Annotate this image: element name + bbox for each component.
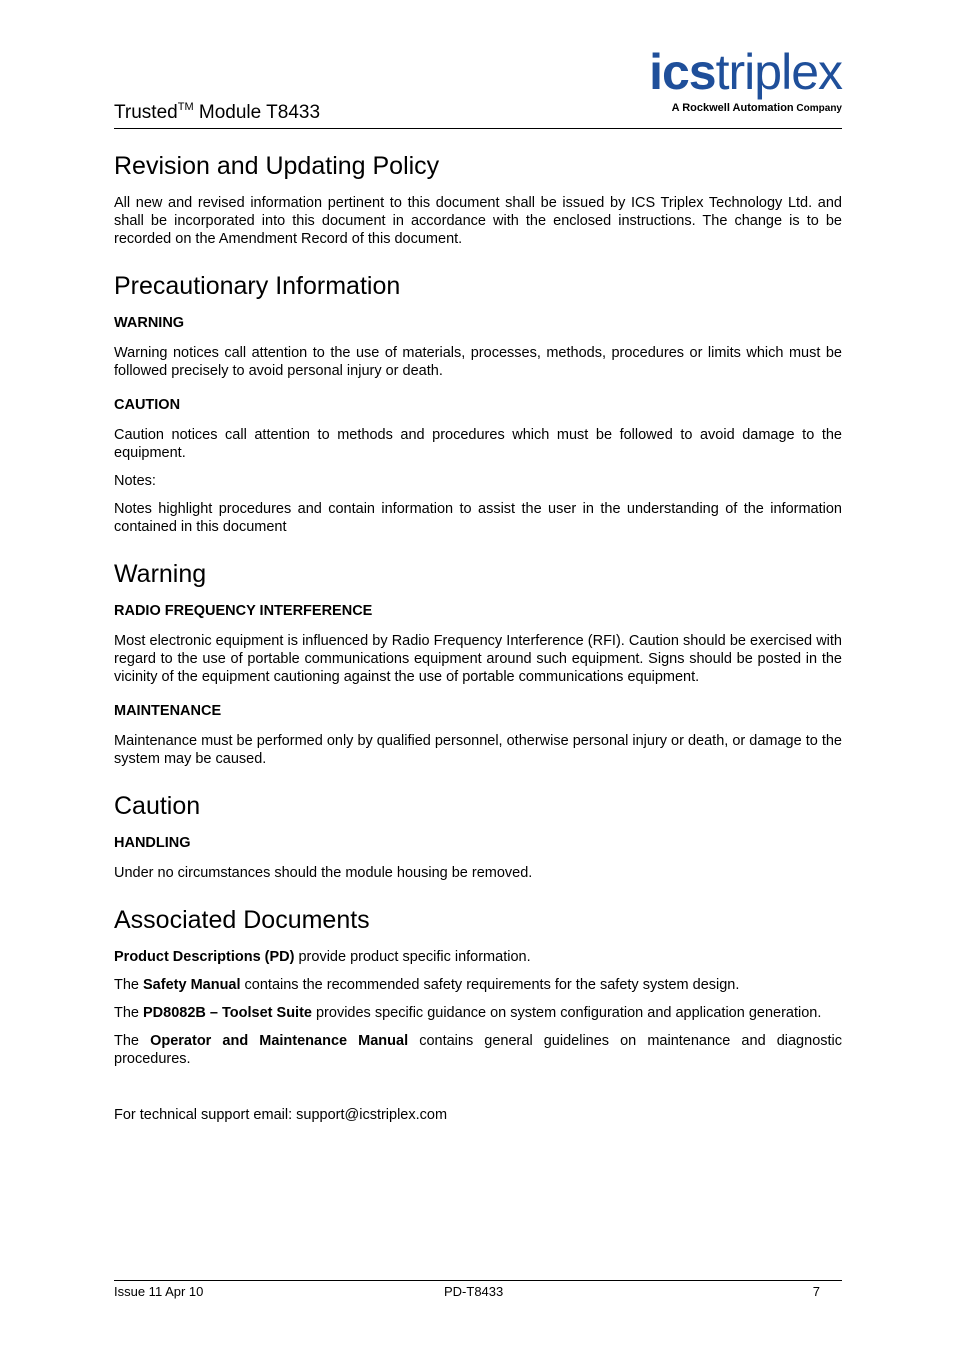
heading-caution: Caution xyxy=(114,792,201,820)
assoc-p4-pre: The xyxy=(114,1033,151,1049)
assoc-p2-pre: The xyxy=(114,977,144,993)
logo-triplex: triplex xyxy=(715,44,842,100)
heading-precautionary: Precautionary Information xyxy=(114,272,401,300)
caution-label: CAUTION xyxy=(114,397,181,413)
footer-doc-id: PD-T8433 xyxy=(444,1284,504,1299)
section-caution xyxy=(114,790,842,882)
section-warning xyxy=(114,558,842,768)
assoc-p3-rest: provides specific guidance on system configuration and application generation. xyxy=(311,1005,822,1021)
assoc-p2-bold: Safety Manual xyxy=(143,977,241,993)
title-prefix: Trusted xyxy=(114,102,178,123)
assoc-toolset-suite xyxy=(114,1004,842,1022)
assoc-p2-rest: contains the recommended safety requirements for the safety system design. xyxy=(240,977,740,993)
heading-warning: Warning xyxy=(114,560,207,588)
assoc-product-descriptions xyxy=(114,948,842,966)
handling-body: Under no circumstances should the module housing be removed. xyxy=(114,865,533,881)
revision-body: All new and revised information pertinent to this document shall be issued by ICS Triplex Technology Ltd. and shall be incorporated into this document in accordance with the enclosed instructions. The change is to be recorded on the Amendment Record of this document. xyxy=(114,195,842,247)
notes-body: Notes highlight procedures and contain information to assist the user in the understanding of the information contained in this document xyxy=(114,501,842,535)
assoc-p1-bold: Product Descriptions (PD) xyxy=(114,949,295,965)
footer-issue: Issue 11 Apr 10 xyxy=(114,1284,204,1299)
page-footer xyxy=(114,1280,842,1305)
document-body xyxy=(114,150,842,1134)
assoc-p3-bold: PD8082B – Toolset Suite xyxy=(143,1005,312,1021)
document-title xyxy=(114,101,320,124)
assoc-p4-bold: Operator and Maintenance Manual xyxy=(150,1033,409,1049)
logo-tagline-bold: A Rockwell Automation xyxy=(671,102,794,114)
footer-page-number: 7 xyxy=(812,1284,820,1299)
assoc-p3-pre: The xyxy=(114,1005,144,1021)
maintenance-body: Maintenance must be performed only by qualified personnel, otherwise personal injury or death, or damage to the system may be caused. xyxy=(114,733,842,767)
assoc-operator-manual xyxy=(114,1032,842,1068)
logo-ics: ics xyxy=(649,44,716,100)
warning-body: Warning notices call attention to the use of materials, processes, methods, procedures or limits which must be followed precisely to avoid personal injury or death. xyxy=(114,345,842,379)
section-revision xyxy=(114,150,842,248)
support-email-text: For technical support email: support@icstriplex.com xyxy=(114,1107,448,1123)
assoc-p1-rest: provide product specific information. xyxy=(294,949,531,965)
company-logo xyxy=(610,44,842,118)
maintenance-label: MAINTENANCE xyxy=(114,703,222,719)
notes-label: Notes: xyxy=(114,473,156,489)
heading-revision: Revision and Updating Policy xyxy=(114,152,440,180)
handling-label: HANDLING xyxy=(114,835,191,851)
rfi-label: RADIO FREQUENCY INTERFERENCE xyxy=(114,603,373,619)
assoc-p4-rest: contains general guidelines on maintenance and diagnostic procedures. xyxy=(114,1033,843,1067)
logo-tagline-small: Company xyxy=(793,103,842,114)
page-header xyxy=(114,40,842,129)
section-associated xyxy=(114,904,842,1124)
trademark-sup: TM xyxy=(177,101,194,113)
caution-body: Caution notices call attention to methods and procedures which must be followed to avoid damage to the equipment. xyxy=(114,427,842,461)
logo-tagline xyxy=(672,102,842,114)
section-precautionary xyxy=(114,270,842,536)
heading-associated: Associated Documents xyxy=(114,906,370,934)
rfi-body: Most electronic equipment is influenced by Radio Frequency Interference (RFI). Caution should be exercised with regard to the use of portable communications equipment around such equipment. Signs should be posted in the vicinity of the equipment cautioning against the use of portable communications equipment. xyxy=(114,633,842,685)
assoc-safety-manual xyxy=(114,976,842,994)
logo-wordmark xyxy=(649,44,842,100)
warning-label: WARNING xyxy=(114,315,185,331)
title-suffix: Module T8433 xyxy=(193,102,321,123)
